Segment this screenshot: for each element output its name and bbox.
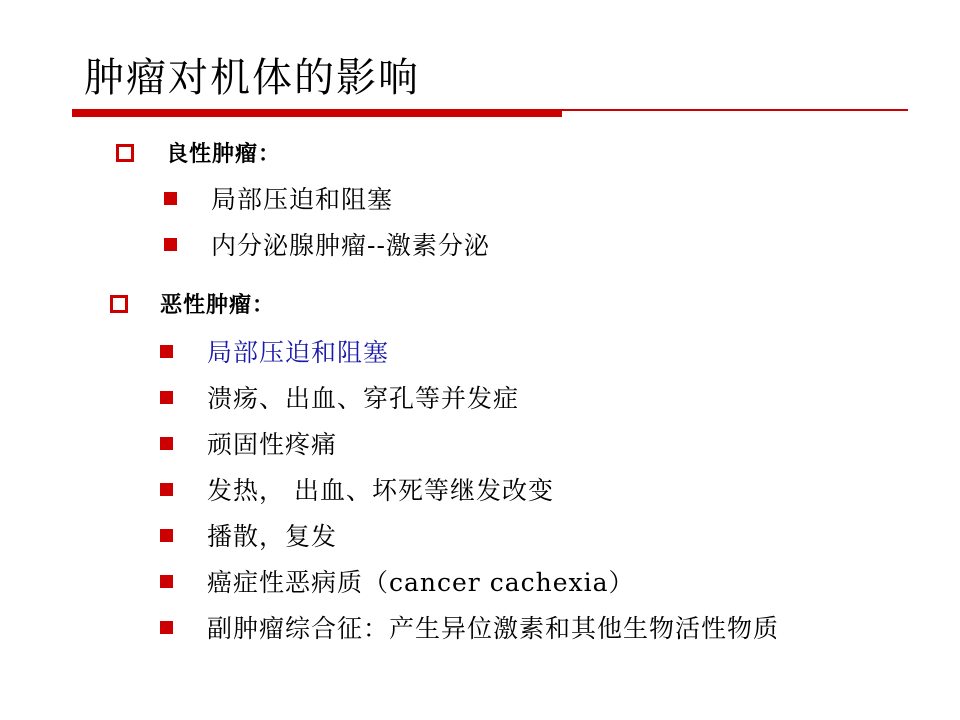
filled-square-bullet-icon [160, 529, 173, 542]
filled-square-bullet-icon [160, 621, 173, 634]
list-item-text: 局部压迫和阻塞 [211, 185, 394, 214]
list-item [164, 226, 490, 262]
filled-square-bullet-icon [164, 192, 177, 205]
filled-square-bullet-icon [160, 437, 173, 450]
filled-square-bullet-icon [160, 391, 173, 404]
list-item [160, 609, 779, 645]
filled-square-bullet-icon [160, 483, 173, 496]
filled-square-bullet-icon [160, 575, 173, 588]
list-item [160, 471, 554, 507]
list-item-text: 发热， 出血、坏死等继发改变 [207, 476, 554, 505]
list-item [160, 379, 519, 415]
slide-title: 肿瘤对机体的影响 [84, 55, 420, 101]
list-item-text: 局部压迫和阻塞 [207, 338, 390, 367]
list-item-text: 播散，复发 [207, 522, 338, 551]
list-item-text: 溃疡、出血、穿孔等并发症 [207, 384, 520, 413]
section-heading-text: 良性肿瘤： [166, 141, 282, 167]
list-item-text: 顽固性疼痛 [207, 430, 338, 459]
list-item [164, 180, 393, 216]
filled-square-bullet-icon [160, 345, 173, 358]
hollow-square-bullet-icon [116, 144, 134, 162]
section-heading-text: 恶性肿瘤： [160, 292, 276, 318]
section-heading-benign [116, 137, 281, 168]
list-item-text: 癌症性恶病质（cancer cachexia） [207, 568, 635, 597]
filled-square-bullet-icon [164, 238, 177, 251]
list-item-text: 内分泌腺肿瘤--激素分泌 [211, 231, 490, 260]
list-item-text: 副肿瘤综合征：产生异位激素和其他生物活性物质 [207, 614, 780, 643]
list-item [160, 517, 337, 553]
list-item [160, 425, 337, 461]
list-item [160, 563, 635, 599]
section-heading-malignant [110, 288, 275, 319]
title-divider-accent [72, 111, 562, 117]
list-item-highlighted [160, 333, 389, 369]
hollow-square-bullet-icon [110, 295, 128, 313]
